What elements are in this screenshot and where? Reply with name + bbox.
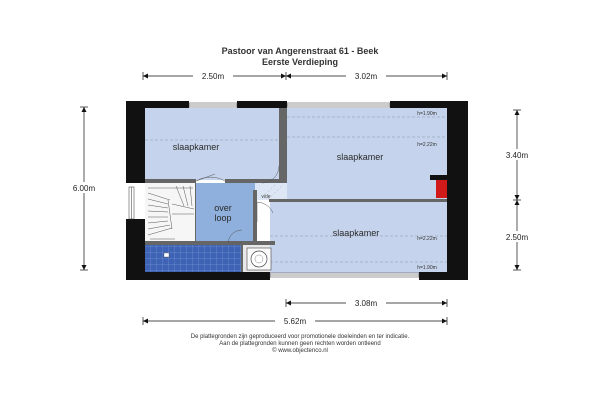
dimension-bottom-total <box>143 315 447 326</box>
label-landing-line1: over <box>214 203 232 213</box>
staircase-area <box>145 183 196 241</box>
dim-top-right: 3.02m <box>354 72 378 81</box>
dim-right-lower: 2.50m <box>505 233 529 242</box>
height-large-mid: h=2.22m <box>417 142 437 148</box>
height-bottom-mid: h=2.22m <box>417 236 437 242</box>
dimension-bottom-inner <box>286 297 447 308</box>
label-vide: vide <box>261 194 271 200</box>
plan-subtitle: Eerste Verdieping <box>261 57 339 67</box>
label-landing-line2: loop <box>214 213 232 223</box>
height-large-top: h=1.90m <box>417 111 437 117</box>
label-bedroom-bottom: slaapkamer <box>332 228 380 238</box>
copyright-line: © www.objectenco.nl <box>272 348 328 354</box>
toilet <box>247 248 271 270</box>
disclaimer-line-2: Aan de plattegronden kunnen geen rechten worden ontleend <box>219 341 381 347</box>
dim-left-height: 6.00m <box>72 184 96 193</box>
chimney-cap <box>430 175 447 180</box>
dimension-right <box>498 110 538 270</box>
dim-right-upper: 3.40m <box>505 151 529 160</box>
vide-area <box>255 183 287 200</box>
disclaimer-line-1: De plattegronden zijn geproduceerd voor promotionele doeleinden en ter indicatie. <box>190 334 410 340</box>
bathroom-tiles <box>145 245 241 272</box>
plan-title: Pastoor van Angerenstraat 61 - Beek <box>221 46 379 56</box>
height-bottom-low: h=1.90m <box>417 265 437 271</box>
dimension-left <box>62 107 106 270</box>
dim-bottom-total: 5.62m <box>283 317 307 326</box>
chimney-accent <box>436 180 447 198</box>
faucet-icon <box>164 253 169 257</box>
dimension-top <box>143 70 447 81</box>
dim-bottom-inner: 3.08m <box>354 299 378 308</box>
label-bedroom-small: slaapkamer <box>172 142 220 152</box>
dim-top-left: 2.50m <box>201 72 225 81</box>
label-bedroom-large: slaapkamer <box>336 152 384 162</box>
